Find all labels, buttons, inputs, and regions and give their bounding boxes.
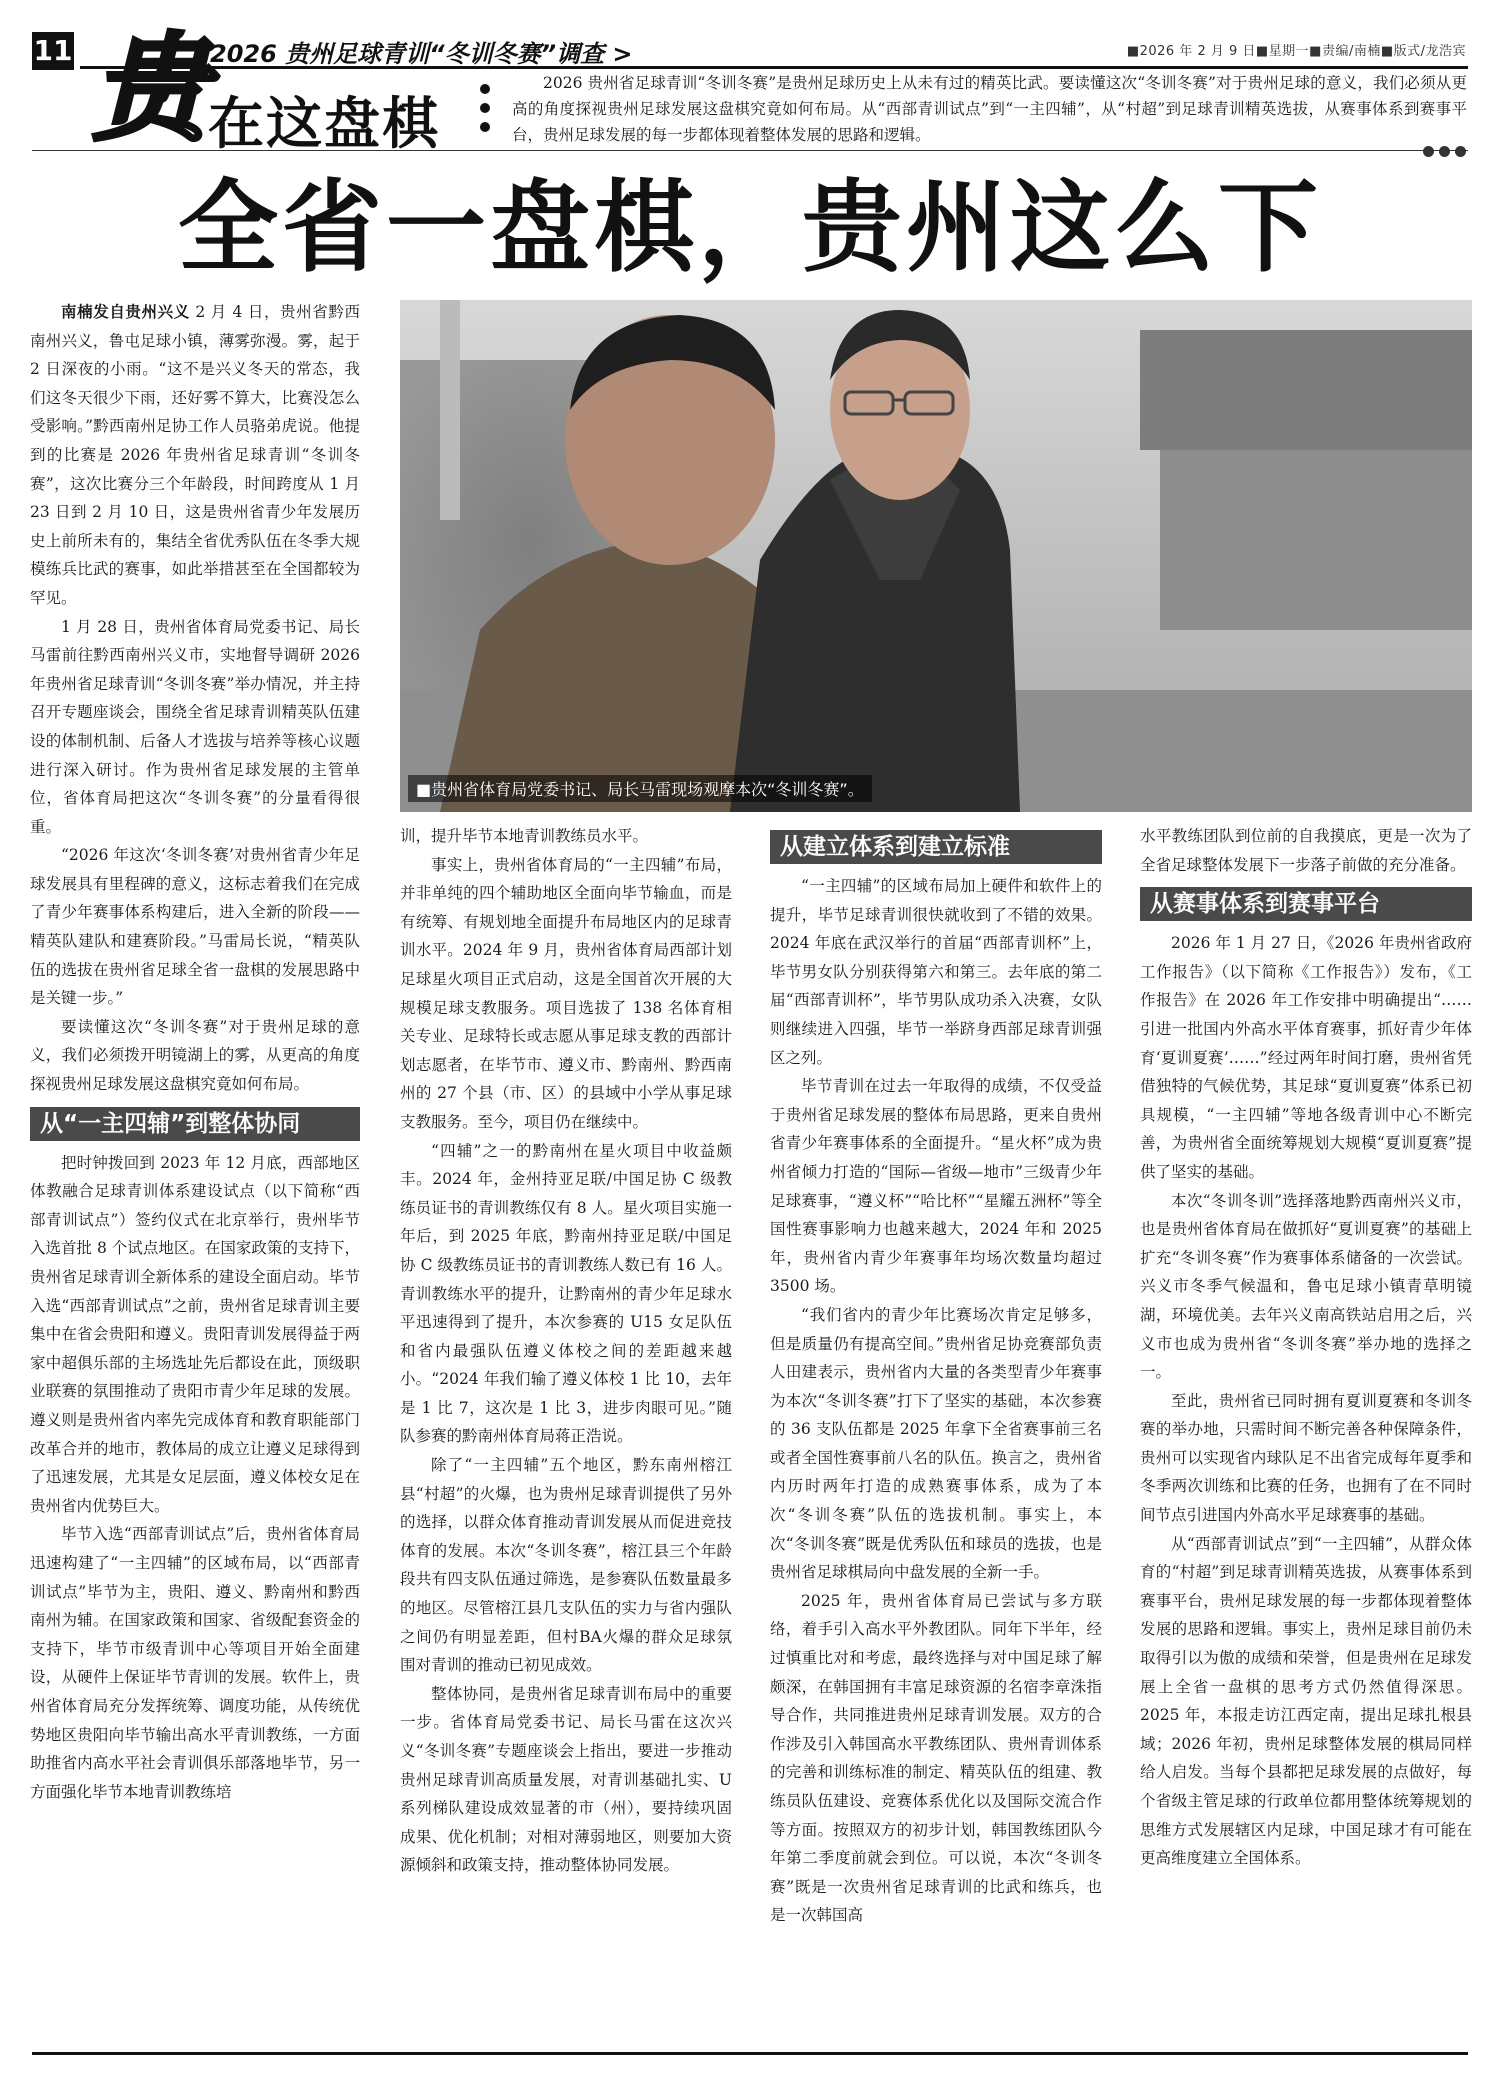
paragraph: 事实上，贵州省体育局的“一主四辅”布局，并非单纯的四个辅助地区全面向毕节输血，而是有统筹、有规划地全面提升布局地区内的足球青训水平。2024 年 9 月，贵州省体育局西部计划足球星火项目正式启动，这是全国首次开展的大规模足球支教服务。项目选拔了 138 名体育相关专业、足球特长或志愿从事足球支教的西部计划志愿者，在毕节市、遵义市、黔南州、黔西南州的 27 个县（市、区）的县域中小学从事足球支教服务。至今，项目仍在继续中。 (400, 855, 732, 1131)
paragraph: 2025 年，贵州省体育局已尝试与多方联络，着手引入高水平外教团队。同年下半年，经过慎重比对和考虑，最终选择与对中国足球了解颇深，在韩国拥有丰富足球资源的名宿李章洙指导合作，共同推进贵州足球青训发展。双方的合作涉及引入韩国高水平教练团队、贵州青训体系的完善和训练标准的制定、精英队伍的组建、教练员队伍建设、竞赛体系优化以及国际交流合作等方面。按照双方的初步计划，韩国教练团队今年第二季度前就会到位。可以说，本次“冬训冬赛”既是一次贵州省足球青训的比武和练兵，也是一次韩国高 (770, 1591, 1102, 1925)
paragraph: 整体协同，是贵州省足球青训布局中的重要一步。省体育局党委书记、局长马雷在这次兴义“冬训冬赛”专题座谈会上指出，要进一步推动贵州足球青训高质量发展，对青训基础扎实、U 系列梯队建设成效显著的市（州），要持续巩固成果、优化机制；对相对薄弱地区，则要加大资源倾斜和政策支持，推动整体协同发展。 (400, 1684, 732, 1875)
paragraph: “一主四辅”的区域布局加上硬件和软件上的提升，毕节足球青训很快就收到了不错的效果。2024 年底在武汉举行的首届“西部青训杯”上，毕节男女队分别获得第六和第三。去年底的第二届“西部青训杯”，毕节男队成功杀入决赛，女队则继续进入四强，毕节一举跻身西部足球青训强区之列。 (770, 877, 1102, 1067)
paragraph (30, 298, 360, 613)
paragraph: 把时钟拨回到 2023 年 12 月底，西部地区体教融合足球青训体系建设试点（以下简称“西部青训试点”）签约仪式在北京举行，贵州毕节入选首批 8 个试点地区。在国家政策的支持下，贵州省足球青训全新体系的建设全面启动。毕节入选“西部青训试点”之前，贵州省足球青训主要集中在省会贵阳和遵义。贵阳青训发展得益于两家中超俱乐部的主场选址先后都设在此，顶级职业联赛的氛围推动了贵阳市青少年足球的发展。遵义则是贵州省内率先完成体育和教育职能部门改革合并的地市，教体局的成立让遵义足球得到了迅速发展，尤其是女足层面，遵义体校女足在贵州省内优势巨大。 (30, 1153, 360, 1515)
subheading: 从建立体系到建立标准 (770, 830, 1102, 864)
main-headline: 全省一盘棋，贵州这么下 (178, 169, 1322, 286)
paragraph: 水平教练团队到位前的自我摸底，更是一次为了全省足球整体发展下一步落子前做的充分准备。 (1140, 827, 1472, 874)
page-number: 11 (32, 32, 74, 70)
subheading: 从赛事体系到赛事平台 (1140, 887, 1472, 921)
news-photo (400, 300, 1472, 812)
article-column-4 (1140, 822, 1472, 1873)
photo-caption: ■贵州省体育局党委书记、局长马雷现场观摩本次“冬训冬赛”。 (408, 775, 872, 802)
photo-illustration (400, 300, 1472, 812)
article-column-1 (30, 298, 360, 1806)
article-column-3 (770, 822, 1102, 1930)
paragraph: “2026 年这次‘冬训冬赛’对贵州省青少年足球发展具有里程碑的意义，这标志着我们在完成了青少年赛事体系构建后，进入全新的阶段——精英队建队和建赛阶段。”马雷局长说，“精英队伍的选拔在贵州省足球全省一盘棋的发展思路中是关键一步。” (30, 846, 360, 1008)
vertical-dots-ornament (480, 84, 492, 141)
paragraph: 至此，贵州省已同时拥有夏训夏赛和冬训冬赛的举办地，只需时间不断完善各种保障条件，贵州可以实现省内球队足不出省完成每年夏季和冬季两次训练和比赛的任务，也拥有了在不同时间节点引进国内外高水平足球赛事的基础。 (1140, 1391, 1472, 1525)
header-rule (80, 66, 1468, 69)
intro-text: 2026 贵州省足球青训“冬训冬赛”是贵州足球历史上从未有过的精英比武。要读懂这次“冬训冬赛”对于贵州足球的意义，我们必须从更高的角度探视贵州足球发展这盘棋究竟如何布局。从“西部青训试点”到“一主四辅”，从“村超”到足球青训精英选拔，从赛事体系到赛事平台，贵州足球发展的每一步都体现着整体发展的思路和逻辑。 (512, 74, 1467, 144)
paragraph: 训，提升毕节本地青训教练员水平。 (400, 827, 649, 845)
paragraph: 除了“一主四辅”五个地区，黔东南州榕江县“村超”的火爆，也为贵州足球青训提供了另外的选择，以群众体育推动青训发展从而促进竞技体育的发展。本次“冬训冬赛”，榕江县三个年龄段共有四支队伍通过筛选，是参赛队伍数量最多的地区。尽管榕江县几支队伍的实力与省内强队之间仍有明显差距，但村BA火爆的群众足球氛围对青训的推动已初见成效。 (400, 1456, 732, 1675)
footer-rule (32, 2052, 1468, 2055)
paragraph: 1 月 28 日，贵州省体育局党委书记、局长马雷前往黔西南州兴义市，实地督导调研 2026 年贵州省足球青训“冬训冬赛”举办情况，并主持召开专题座谈会，围绕全省足球青训精英队伍建设的体制机制、后备人才选拔与培养等核心议题进行深入研讨。作为贵州省足球发展的主管单位，省体育局把这次“冬训冬赛”的分量看得很重。 (30, 617, 360, 836)
column-name: 在这盘棋 (208, 92, 440, 157)
paragraph: 要读懂这次“冬训冬赛”对于贵州足球的意义，我们必须拨开明镜湖上的雾，从更高的角度探视贵州足球发展这盘棋究竟如何布局。 (30, 1017, 360, 1094)
edition-info: ■2026 年 2 月 9 日■星期一■责编/南楠■版式/龙浩宾 (1126, 44, 1466, 59)
paragraph: 毕节入选“西部青训试点”后，贵州省体育局迅速构建了“一主四辅”的区域布局，以“西部青训试点”毕节为主，贵阳、遵义、黔南州和黔西南州为辅。在国家政策和国家、省级配套资金的支持下，毕节市级青训中心等项目开始全面建设，从硬件上保证毕节青训的发展。软件上，贵州省体育局充分发挥统筹、调度功能，从传统优势地区贵阳向毕节输出高水平青训教练，一方面助推省内高水平社会青训俱乐部落地毕节，另一方面强化毕节本地青训教练培 (30, 1525, 360, 1801)
paragraph: “四辅”之一的黔南州在星火项目中收益颇丰。2024 年，金州持亚足联/中国足协 C 级教练员证书的青训教练仅有 8 人。星火项目实施一年后，到 2025 年底，黔南州持亚足联/中国足协 C 级教练员证书的青训教练人数已有 16 人。青训教练水平的提升，让黔南州的青少年足球水平迅速得到了提升，本次参赛的 U15 女足队伍和省内最强队伍遵义体校之间的差距越来越小。“2024 年我们输了遵义体校 1 比 10，去年是 1 比 7，这次是 1 比 3，进步肉眼可见。”随队参赛的黔南州体育局蒋正浩说。 (400, 1141, 732, 1446)
article-column-2 (400, 822, 732, 1880)
subheading: 从“一主四辅”到整体协同 (30, 1107, 360, 1141)
series-title: 2026 贵州足球青训“冬训冬赛”调查 > (210, 40, 633, 68)
paragraph: 2026 年 1 月 27 日，《2026 年贵州省政府工作报告》（以下简称《工作报告》）发布，《工作报告》在 2026 年工作安排中明确提出“……引进一批国内外高水平体育赛事，抓好青少年体育‘夏训夏赛’……”经过两年时间打磨，贵州省凭借独特的气候优势，其足球“夏训夏赛”体系已初具规模，“一主四辅”等地各级青训中心不断完善，为贵州省全面统筹规划大规模“夏训夏赛”提供了坚实的基础。 (1140, 934, 1472, 1181)
column-big-character: 贵 (92, 22, 208, 157)
paragraph: “我们省内的青少年比赛场次肯定足够多，但是质量仍有提高空间。”贵州省足协竞赛部负责人田建表示，贵州省内大量的各类型青少年赛事为本次“冬训冬赛”打下了坚实的基础，本次参赛的 36 支队伍都是 2025 年拿下全省赛事前三名或者全国性赛事前八名的队伍。换言之，贵州省内历时两年打造的成熟赛事体系，成为了本次“冬训冬赛”队伍的选拔机制。事实上，本次“冬训冬赛”既是优秀队伍和球员的选拔，也是贵州省足球棋局向中盘发展的全新一手。 (770, 1305, 1102, 1582)
header-rule-bottom (32, 150, 1468, 151)
paragraph: 从“西部青训试点”到“一主四辅”，从群众体育的“村超”到足球青训精英选拔，从赛事体系到赛事平台，贵州足球发展的每一步都体现着整体发展的思路和逻辑。事实上，贵州足球目前仍未取得引以为傲的成绩和荣誉，但是贵州在足球发展上全省一盘棋的思考方式仍然值得深思。2025 年，本报走访江西定南，提出足球扎根县域；2026 年初，贵州足球整体发展的棋局同样给人启发。当每个县都把足球发展的点做好，每个省级主管足球的行政单位都用整体统筹规划的思维方式发展辖区内足球，中国足球才有可能在更高维度建立全国体系。 (1140, 1534, 1472, 1868)
paragraph: 本次“冬训冬训”选择落地黔西南州兴义市，也是贵州省体育局在做抓好“夏训夏赛”的基础上扩充“冬训冬赛”作为赛事体系储备的一次尝试。兴义市冬季气候温和，鲁屯足球小镇青草明镜湖，环境优美。去年兴义南高铁站启用之后，兴义市也成为贵州省“冬训冬赛”举办地的选择之一。 (1140, 1191, 1472, 1382)
paragraph-text: 2 月 4 日，贵州省黔西南州兴义，鲁屯足球小镇，薄雾弥漫。雾，起于 2 日深夜的小雨。“这不是兴义冬天的常态，我们这冬天很少下雨，还好雾不算大，比赛没怎么受影响。”黔西南州足协工作人员骆弟虎说。他提到的比赛是 2026 年贵州省足球青训“冬训冬赛”，这次比赛分三个年龄段，时间跨度从 1 月 23 日到 2 月 10 日，这是贵州省青少年发展历史上前所未有的，集结全省优秀队伍在冬季大规模练兵比武的赛事，如此举措甚至在全国都较为罕见。 (30, 303, 360, 607)
dateline: 南楠发自贵州兴义 (61, 303, 190, 321)
paragraph: 毕节青训在过去一年取得的成绩，不仅受益于贵州省足球发展的整体布局思路，更来自贵州省青少年赛事体系的全面提升。“星火杯”成为贵州省倾力打造的“国际—省级—地市”三级青少年足球赛事，“遵义杯”“哈比杯”“星耀五洲杯”等全国性赛事影响力也越来越大，2024 年和 2025 年，贵州省内青少年赛事年均场次数量均超过 3500 场。 (770, 1077, 1102, 1296)
